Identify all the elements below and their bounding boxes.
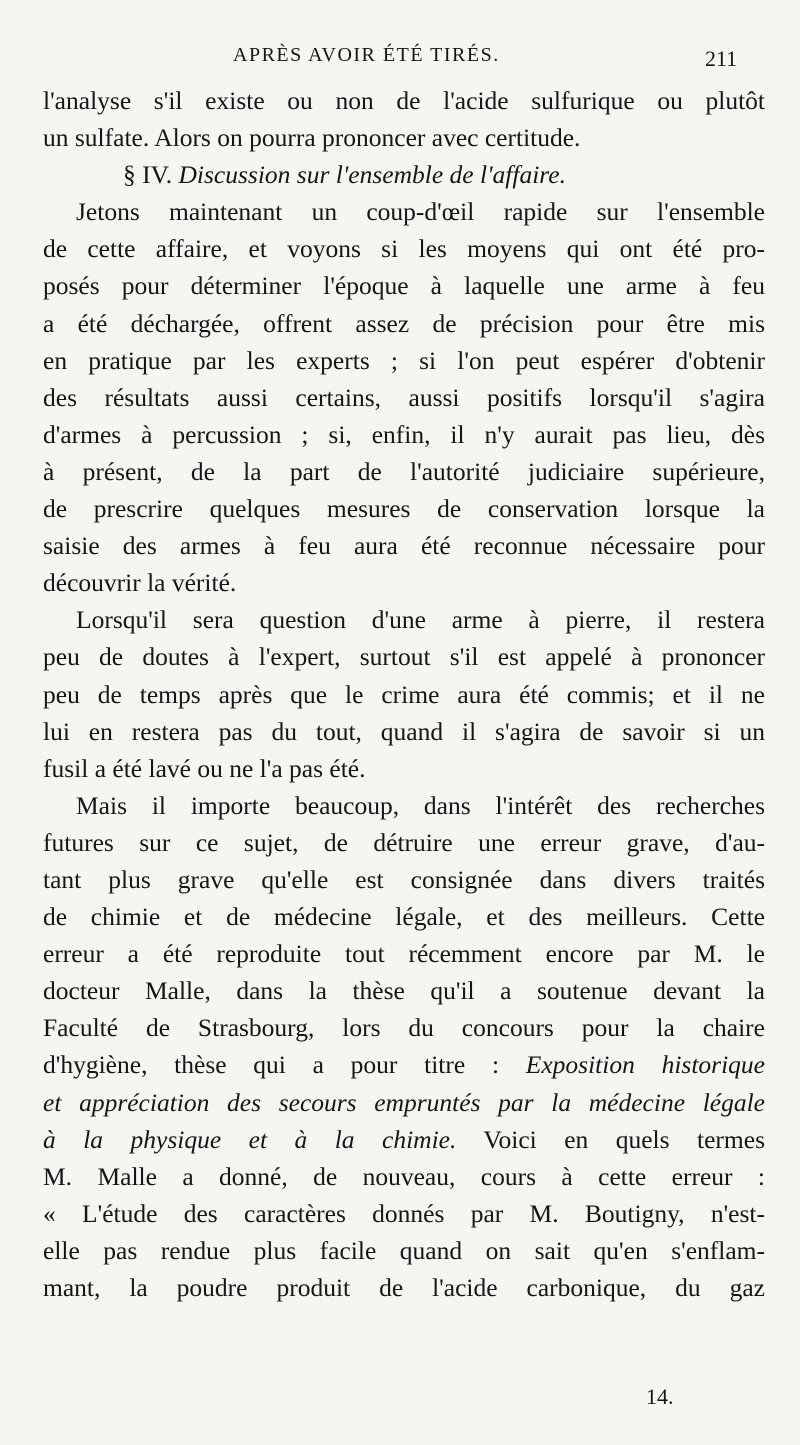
section-heading — [43, 156, 765, 193]
text-line: lui en restera pas du tout, quand il s'agira de savoir si un — [43, 716, 765, 746]
text-segment: d'hygiène, thèse qui a pour titre : — [43, 1050, 500, 1080]
text-line: de prescrire quelques mesures de conservation lorsque la — [43, 494, 765, 524]
text-line: un sulfate. Alors on pourra prononcer avec certitude. — [43, 123, 581, 153]
text-line — [43, 1121, 765, 1158]
text-line: mant, la poudre produit de l'acide carbonique, du gaz — [43, 1273, 765, 1302]
text-line: en pratique par les experts ; si l'on peut espérer d'obtenir — [43, 345, 765, 375]
text-line: M. Malle a donné, de nouveau, cours à cette erreur : — [43, 1161, 765, 1191]
text-line: fusil a été lavé ou ne l'a pas été. — [43, 753, 366, 783]
body-text — [43, 82, 765, 1306]
text-line: elle pas rendue plus facile quand on sait qu'en s'enflam- — [43, 1235, 765, 1265]
italic-title: à la physique et à la chimie. — [43, 1124, 457, 1154]
text-line: à présent, de la part de l'autorité judiciaire supérieure, — [43, 456, 765, 486]
text-line: a été déchargée, offrent assez de précision pour être mis — [43, 308, 765, 338]
text-line: découvrir la vérité. — [43, 568, 237, 598]
text-line: saisie des armes à feu aura été reconnue nécessaire pour — [43, 531, 765, 561]
italic-title: Exposition historique — [525, 1050, 765, 1080]
text-line: Mais il importe beaucoup, dans l'intérêt des recherches — [76, 790, 765, 820]
italic-title: et appréciation des secours empruntés par la médecine légale — [43, 1087, 765, 1117]
text-line: posés pour déterminer l'époque à laquelle une arme à feu — [43, 271, 765, 301]
text-line: des résultats aussi certains, aussi positifs lorsqu'il s'agira — [43, 382, 765, 412]
text-line: peu de doutes à l'expert, surtout s'il est appelé à prononcer — [43, 642, 765, 672]
signature-mark: 14. — [646, 1384, 674, 1409]
running-title: APRÈS AVOIR ÉTÉ TIRÉS. — [233, 44, 500, 66]
text-line: futures sur ce sujet, de détruire une erreur grave, d'au- — [43, 827, 765, 857]
text-line: Faculté de Strasbourg, lors du concours pour la chaire — [43, 1013, 765, 1043]
text-line: tant plus grave qu'elle est consignée dans divers traités — [43, 864, 765, 894]
section-title: Discussion sur l'ensemble de l'affaire. — [178, 160, 566, 190]
text-line: erreur a été reproduite tout récemment encore par M. le — [43, 939, 765, 969]
text-line: l'analyse s'il existe ou non de l'acide sulfurique ou plutôt — [43, 86, 765, 115]
page-number: 211 — [705, 46, 738, 71]
text-line: de chimie et de médecine légale, et des meilleurs. Cette — [43, 902, 765, 932]
text-segment: Voici en quels termes — [483, 1124, 765, 1154]
text-line: Jetons maintenant un coup-d'œil rapide sur l'ensemble — [76, 197, 765, 227]
running-head — [0, 40, 800, 80]
text-line: docteur Malle, dans la thèse qu'il a soutenue devant la — [43, 976, 765, 1006]
text-line: Lorsqu'il sera question d'une arme à pierre, il restera — [76, 605, 765, 635]
text-line: peu de temps après que le crime aura été commis; et il ne — [43, 679, 765, 709]
text-line: d'armes à percussion ; si, enfin, il n'y aurait pas lieu, dès — [43, 419, 765, 449]
text-line: « L'étude des caractères donnés par M. Boutigny, n'est- — [43, 1198, 765, 1228]
text-line — [43, 1046, 765, 1083]
section-number: § IV. — [123, 160, 173, 190]
text-line: de cette affaire, et voyons si les moyens qui ont été pro- — [43, 234, 765, 264]
